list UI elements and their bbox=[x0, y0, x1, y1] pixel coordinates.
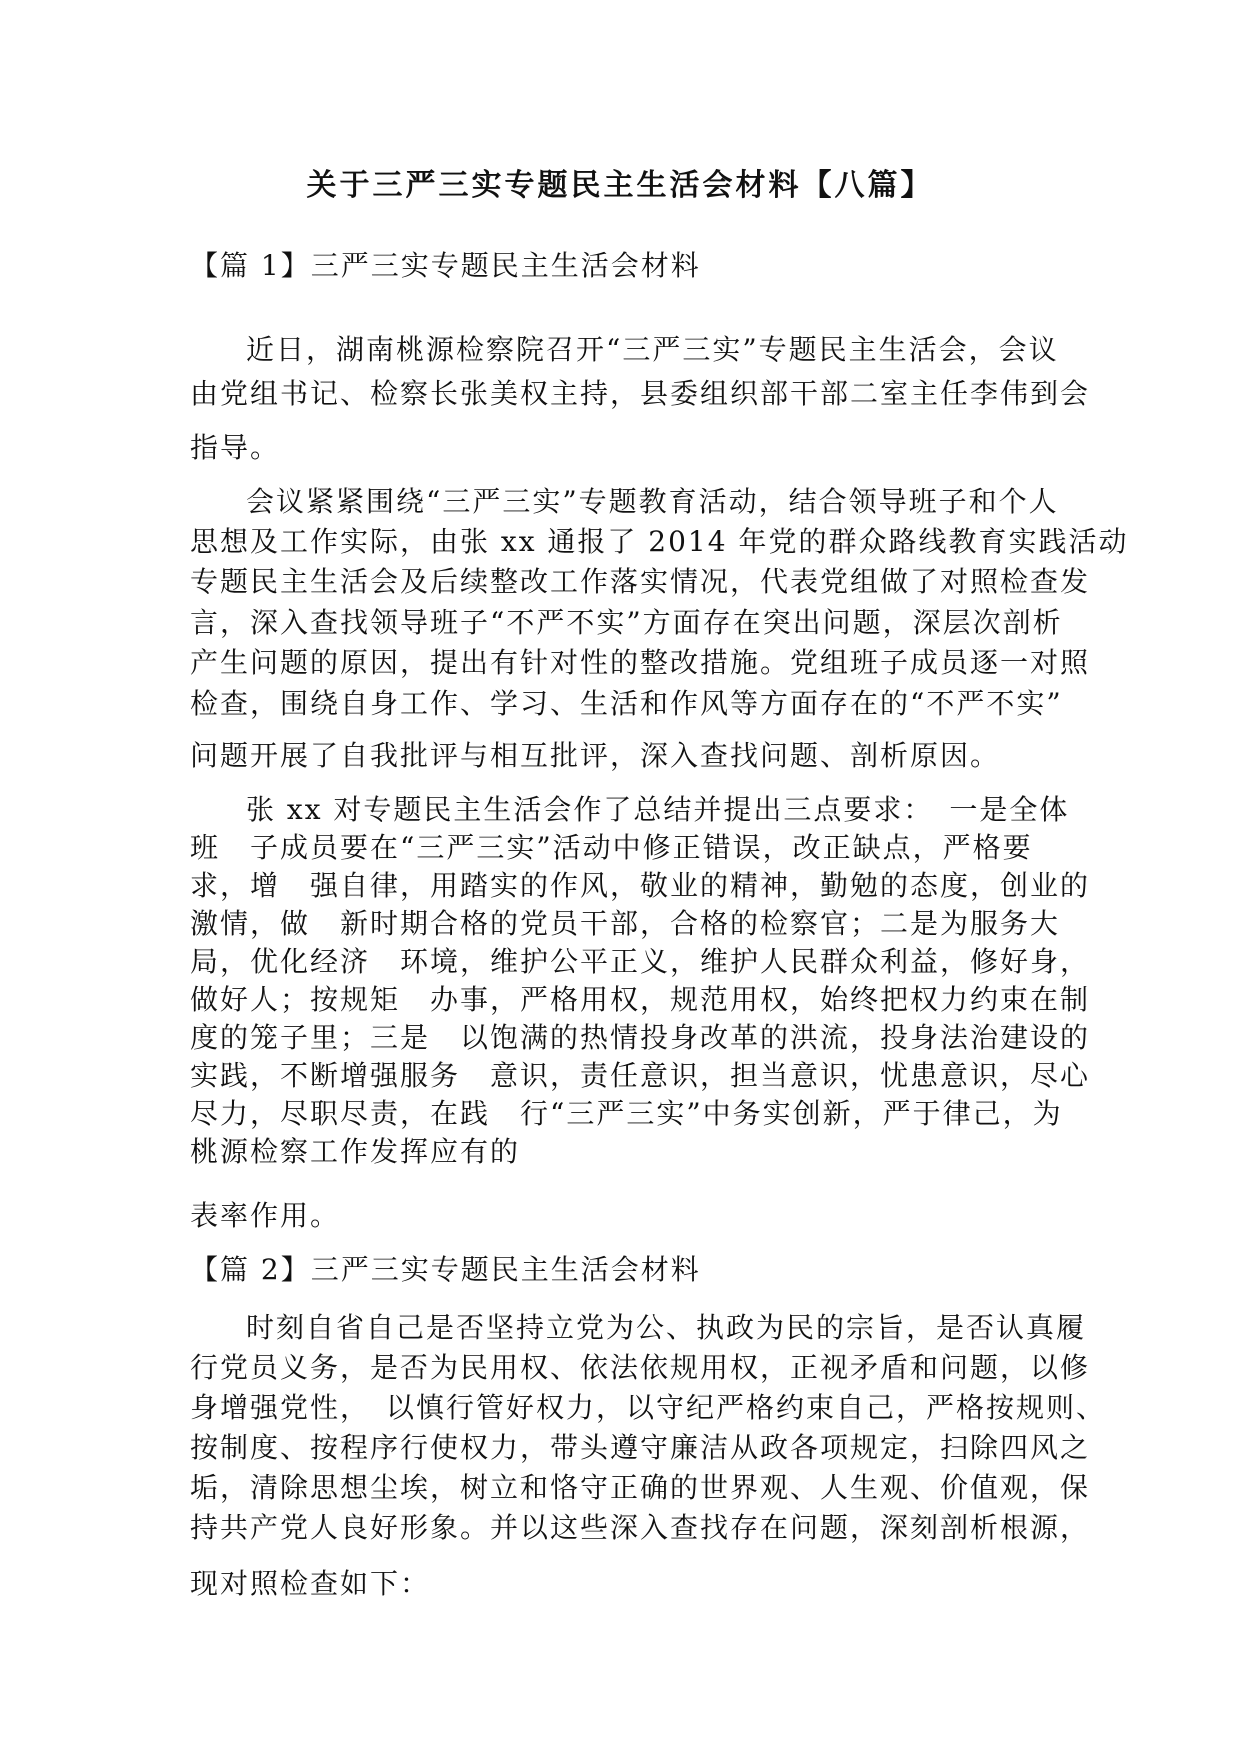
paragraph-line: 按制度、按程序行使权力，带头遵守廉洁从政各项规定，扫除四风之 bbox=[190, 1431, 1091, 1464]
paragraph-line: 张 xx 对专题民主生活会作了总结并提出三点要求： 一是全体 bbox=[246, 793, 1070, 826]
paragraph-line: 产生问题的原因，提出有针对性的整改措施。党组班子成员逐一对照 bbox=[190, 646, 1091, 679]
paragraph-line: 言，深入查找领导班子“不严不实”方面存在突出问题，深层次剖析 bbox=[190, 606, 1063, 639]
paragraph-line: 指导。 bbox=[190, 431, 281, 464]
paragraph-line: 尽力，尽职尽责，在践 行“三严三实”中务实创新，严于律己，为 bbox=[190, 1097, 1063, 1130]
document-title: 关于三严三实专题民主生活会材料【八篇】 bbox=[306, 168, 934, 203]
paragraph-line: 身增强党性， 以慎行管好权力，以守纪严格约束自己，严格按规则、 bbox=[190, 1391, 1107, 1424]
paragraph-line: 做好人；按规矩 办事，严格用权，规范用权，始终把权力约束在制 bbox=[190, 983, 1091, 1016]
paragraph-line: 由党组书记、检察长张美权主持，县委组织部干部二室主任李伟到会 bbox=[190, 377, 1091, 410]
paragraph-line: 求，增 强自律，用踏实的作风，敬业的精神，勤勉的态度，创业的 bbox=[190, 869, 1091, 902]
paragraph-line: 行党员义务，是否为民用权、依法依规用权，正视矛盾和问题，以修 bbox=[190, 1351, 1091, 1384]
paragraph-line: 表率作用。 bbox=[190, 1199, 341, 1232]
paragraph-line: 桃源检察工作发挥应有的 bbox=[190, 1135, 521, 1168]
paragraph-line: 检查，围绕自身工作、学习、生活和作风等方面存在的“不严不实” bbox=[190, 687, 1063, 720]
paragraph-line: 现对照检查如下： bbox=[190, 1567, 431, 1600]
section-heading: 【篇 1】三严三实专题民主生活会材料 bbox=[190, 249, 701, 282]
paragraph-line: 激情，做 新时期合格的党员干部，合格的检察官；二是为服务大 bbox=[190, 907, 1061, 940]
paragraph-line: 垢，清除思想尘埃，树立和恪守正确的世界观、人生观、价值观，保 bbox=[190, 1471, 1091, 1504]
section-heading: 【篇 2】三严三实专题民主生活会材料 bbox=[190, 1253, 701, 1286]
paragraph-line: 局，优化经济 环境，维护公平正义，维护人民群众利益，修好身， bbox=[190, 945, 1091, 978]
paragraph-line: 持共产党人良好形象。并以这些深入查找存在问题，深刻剖析根源， bbox=[190, 1511, 1091, 1544]
paragraph-line: 实践，不断增强服务 意识，责任意识，担当意识，忧患意识，尽心 bbox=[190, 1059, 1091, 1092]
paragraph-line: 会议紧紧围绕“三严三实”专题教育活动，结合领导班子和个人 bbox=[246, 485, 1059, 518]
paragraph-line: 专题民主生活会及后续整改工作落实情况，代表党组做了对照检查发 bbox=[190, 565, 1091, 598]
paragraph-line: 时刻自省自己是否坚持立党为公、执政为民的宗旨，是否认真履 bbox=[246, 1311, 1087, 1344]
paragraph-line: 问题开展了自我批评与相互批评，深入查找问题、剖析原因。 bbox=[190, 739, 1001, 772]
paragraph-line: 班 子成员要在“三严三实”活动中修正错误，改正缺点，严格要 bbox=[190, 831, 1033, 864]
paragraph-line: 度的笼子里；三是 以饱满的热情投身改革的洪流，投身法治建设的 bbox=[190, 1021, 1091, 1054]
paragraph-line: 思想及工作实际，由张 xx 通报了 2014 年党的群众路线教育实践活动 bbox=[190, 525, 1129, 558]
paragraph-line: 近日，湖南桃源检察院召开“三严三实”专题民主生活会，会议 bbox=[246, 333, 1059, 366]
